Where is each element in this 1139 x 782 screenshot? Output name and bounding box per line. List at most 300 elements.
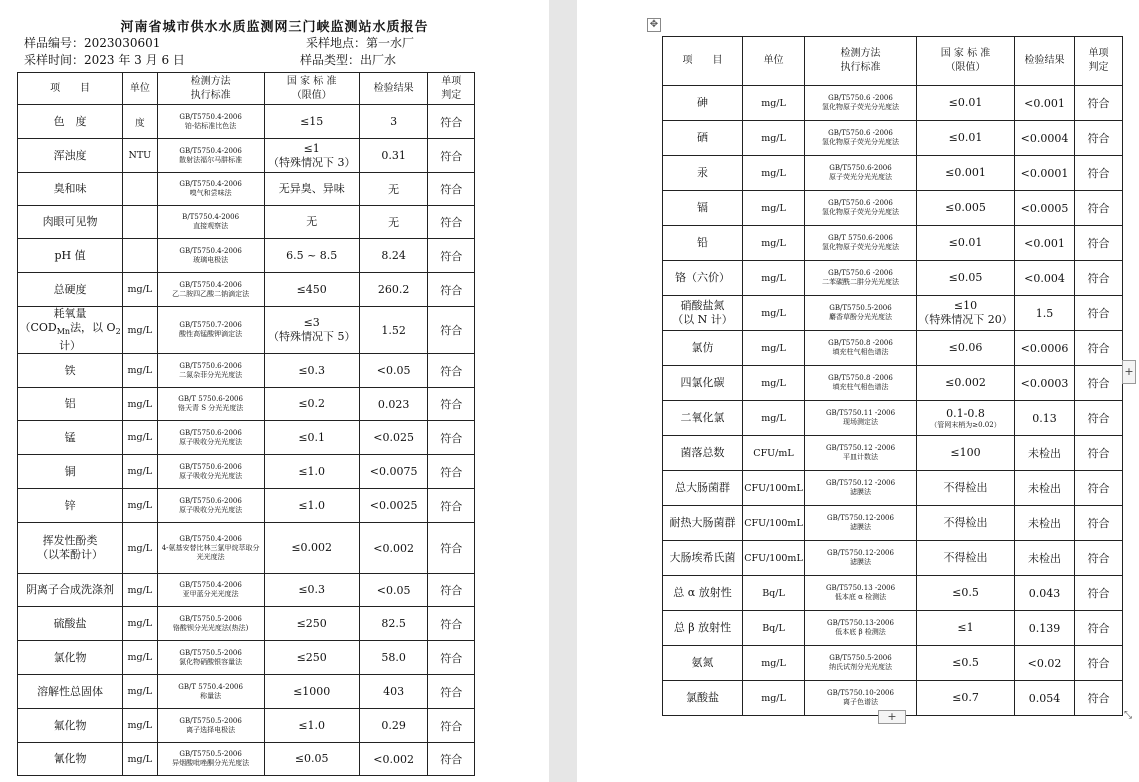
- unit-cell[interactable]: mg/L: [743, 401, 805, 436]
- result-cell[interactable]: 0.054: [1015, 681, 1075, 716]
- limit-cell[interactable]: [917, 541, 1015, 576]
- limit-cell[interactable]: [917, 296, 1015, 331]
- method-cell[interactable]: [157, 523, 264, 574]
- limit-cell[interactable]: [917, 436, 1015, 471]
- sample-number: [24, 34, 160, 51]
- result-cell[interactable]: 0.13: [1015, 401, 1075, 436]
- method-cell[interactable]: [157, 273, 264, 307]
- limit-cell[interactable]: [264, 307, 359, 354]
- table-row: [18, 574, 475, 607]
- item-cell[interactable]: [18, 574, 123, 607]
- sample-site-label: 采样地点：: [306, 36, 367, 50]
- result-cell[interactable]: 未检出: [1015, 471, 1075, 506]
- limit-value: ≤250: [296, 650, 327, 664]
- unit-cell[interactable]: mg/L: [743, 121, 805, 156]
- unit-cell[interactable]: mg/L: [123, 743, 157, 776]
- judgement-cell[interactable]: 符合: [428, 523, 475, 574]
- limit-cell[interactable]: [264, 173, 359, 206]
- judgement-cell[interactable]: 符合: [428, 206, 475, 239]
- item-name: 氟化物: [53, 718, 87, 732]
- item-name: 总硬度: [53, 282, 87, 296]
- item-name: 镉: [697, 201, 708, 214]
- method-name: 纳氏试剂分光光度法: [829, 663, 892, 671]
- unit-cell[interactable]: mg/L: [123, 641, 157, 675]
- method-standard: GB/T5750.5-2006: [829, 654, 892, 662]
- item-cell[interactable]: [663, 401, 743, 436]
- header-limit-line-2: （限值）: [945, 62, 986, 73]
- judgement-cell[interactable]: 符合: [428, 173, 475, 206]
- item-cell[interactable]: [663, 646, 743, 681]
- method-standard: GB/T5750.6-2006: [179, 462, 242, 471]
- judgement-cell[interactable]: 符合: [428, 641, 475, 675]
- item-cell[interactable]: [663, 121, 743, 156]
- item-name: 铬（六价）: [675, 271, 730, 284]
- judgement-cell[interactable]: 符合: [1075, 261, 1123, 296]
- result-cell[interactable]: <0.0004: [1015, 121, 1075, 156]
- unit-cell[interactable]: mg/L: [123, 307, 157, 354]
- unit-cell[interactable]: mg/L: [123, 273, 157, 307]
- method-standard: GB/T5750.5-2006: [179, 648, 242, 657]
- item-cell[interactable]: [18, 173, 123, 206]
- method-cell[interactable]: [157, 206, 264, 239]
- unit-cell[interactable]: mg/L: [123, 388, 157, 421]
- table-resize-handle-icon[interactable]: ⤡: [1124, 710, 1132, 721]
- method-cell[interactable]: [157, 455, 264, 489]
- unit-cell[interactable]: 度: [123, 105, 157, 139]
- judgement-cell[interactable]: 符合: [1075, 331, 1123, 366]
- result-cell[interactable]: <0.0006: [1015, 331, 1075, 366]
- limit-cell[interactable]: [264, 388, 359, 421]
- unit-cell[interactable]: mg/L: [743, 331, 805, 366]
- item-name-tail: 法，以 O: [70, 321, 116, 334]
- result-cell[interactable]: 无: [359, 206, 428, 239]
- water-quality-table-right[interactable]: [662, 36, 1123, 716]
- limit-value: ≤0.002: [945, 376, 986, 389]
- limit-cell[interactable]: [264, 675, 359, 709]
- judgement-cell[interactable]: 符合: [1075, 86, 1123, 121]
- item-cell[interactable]: [18, 206, 123, 239]
- method-name: 氢化物原子荧光分光度法: [822, 138, 899, 146]
- method-standard: GB/T 5750.4-2006: [178, 682, 243, 691]
- judgement-cell[interactable]: 符合: [1075, 226, 1123, 261]
- limit-cell[interactable]: [264, 206, 359, 239]
- limit-value: ≤0.1: [298, 430, 326, 444]
- method-cell[interactable]: [157, 239, 264, 273]
- result-cell[interactable]: 0.31: [359, 139, 428, 173]
- judgement-cell[interactable]: 符合: [1075, 121, 1123, 156]
- judgement-cell[interactable]: 符合: [428, 607, 475, 641]
- judgement-cell[interactable]: 符合: [1075, 681, 1123, 716]
- limit-cell[interactable]: [917, 506, 1015, 541]
- item-name: 氨氮: [691, 656, 714, 669]
- item-cell[interactable]: [18, 675, 123, 709]
- method-name: 玻璃电极法: [193, 255, 229, 264]
- limit-cell[interactable]: [264, 574, 359, 607]
- limit-cell[interactable]: [264, 105, 359, 139]
- unit-cell[interactable]: mg/L: [743, 261, 805, 296]
- method-cell[interactable]: [157, 388, 264, 421]
- method-name: 铬天青 S 分光光度法: [177, 404, 244, 413]
- unit-cell[interactable]: mg/L: [123, 354, 157, 388]
- item-cell[interactable]: [18, 421, 123, 455]
- document-page-right: [577, 0, 1139, 782]
- method-cell[interactable]: [157, 675, 264, 709]
- method-cell[interactable]: [157, 307, 264, 354]
- judgement-cell[interactable]: 符合: [428, 455, 475, 489]
- method-cell[interactable]: [157, 354, 264, 388]
- method-name: 氯化物硝酸银容量法: [179, 657, 243, 666]
- water-quality-table-left[interactable]: [17, 72, 475, 776]
- result-cell[interactable]: 未检出: [1015, 541, 1075, 576]
- unit-cell[interactable]: mg/L: [743, 86, 805, 121]
- result-cell[interactable]: 0.139: [1015, 611, 1075, 646]
- result-cell[interactable]: 3: [359, 105, 428, 139]
- item-cell[interactable]: [663, 86, 743, 121]
- method-cell[interactable]: [805, 226, 917, 261]
- header-unit-line-1: 单位: [763, 55, 784, 66]
- judgement-cell[interactable]: 符合: [428, 421, 475, 455]
- method-cell[interactable]: [805, 86, 917, 121]
- result-cell[interactable]: <0.002: [359, 523, 428, 574]
- unit-cell[interactable]: mg/L: [123, 607, 157, 641]
- item-cell[interactable]: [663, 436, 743, 471]
- method-cell[interactable]: [157, 709, 264, 743]
- unit-cell[interactable]: mg/L: [743, 646, 805, 681]
- unit-cell[interactable]: mg/L: [123, 489, 157, 523]
- item-name: 铜: [64, 464, 76, 478]
- judgement-cell[interactable]: 符合: [428, 239, 475, 273]
- item-cell[interactable]: [663, 681, 743, 716]
- unit-cell[interactable]: mg/L: [123, 709, 157, 743]
- judgement-cell[interactable]: 符合: [1075, 506, 1123, 541]
- limit-value: ≤0.05: [294, 752, 329, 766]
- limit-cell[interactable]: [264, 489, 359, 523]
- limit-cell[interactable]: [917, 331, 1015, 366]
- limit-cell[interactable]: [264, 139, 359, 173]
- item-name: 菌落总数: [680, 446, 725, 459]
- unit-cell[interactable]: [123, 206, 157, 239]
- item-cell[interactable]: [663, 296, 743, 331]
- method-cell[interactable]: [805, 296, 917, 331]
- method-cell[interactable]: [157, 607, 264, 641]
- unit-cell[interactable]: mg/L: [743, 156, 805, 191]
- result-cell[interactable]: 未检出: [1015, 436, 1075, 471]
- item-name: 氰化物: [53, 752, 87, 766]
- item-cell[interactable]: [18, 743, 123, 776]
- method-cell[interactable]: [805, 331, 917, 366]
- judgement-cell[interactable]: 符合: [1075, 191, 1123, 226]
- result-cell[interactable]: <0.05: [359, 354, 428, 388]
- limit-cell[interactable]: [264, 273, 359, 307]
- table-row: [663, 86, 1123, 121]
- item-name: 浑浊度: [53, 148, 87, 162]
- method-cell[interactable]: [805, 646, 917, 681]
- unit-cell[interactable]: mg/L: [123, 455, 157, 489]
- judgement-cell[interactable]: 符合: [428, 354, 475, 388]
- limit-cell[interactable]: [917, 681, 1015, 716]
- method-cell[interactable]: [157, 743, 264, 776]
- item-cell[interactable]: [18, 489, 123, 523]
- unit-cell[interactable]: CFU/100mL: [743, 541, 805, 576]
- item-name: 铝: [64, 397, 76, 411]
- result-cell[interactable]: 0.023: [359, 388, 428, 421]
- item-cell[interactable]: [663, 541, 743, 576]
- item-cell[interactable]: [18, 139, 123, 173]
- unit-cell[interactable]: mg/L: [743, 191, 805, 226]
- result-cell[interactable]: 无: [359, 173, 428, 206]
- judgement-cell[interactable]: 符合: [428, 743, 475, 776]
- item-cell[interactable]: [18, 709, 123, 743]
- method-standard: GB/T5750.6-2006: [179, 361, 242, 370]
- header-judgement-line-2: 判定: [1088, 62, 1109, 73]
- limit-value: 不得检出: [943, 516, 988, 529]
- method-name: 乙二胺四乙酸二钠滴定法: [172, 289, 250, 298]
- limit-cell[interactable]: [917, 121, 1015, 156]
- method-standard: GB/T5750.12-2006: [827, 549, 894, 557]
- limit-cell[interactable]: [917, 576, 1015, 611]
- judgement-cell[interactable]: 符合: [428, 675, 475, 709]
- item-cell[interactable]: [663, 261, 743, 296]
- add-column-button[interactable]: +: [1122, 360, 1136, 384]
- limit-cell[interactable]: [917, 156, 1015, 191]
- judgement-cell[interactable]: 符合: [428, 307, 475, 354]
- limit-cell[interactable]: [917, 191, 1015, 226]
- header-result: [1015, 37, 1075, 86]
- judgement-cell[interactable]: 符合: [1075, 401, 1123, 436]
- unit-cell[interactable]: mg/L: [743, 226, 805, 261]
- table-row: [663, 611, 1123, 646]
- result-cell[interactable]: <0.02: [1015, 646, 1075, 681]
- limit-cell[interactable]: [264, 421, 359, 455]
- judgement-cell[interactable]: 符合: [1075, 576, 1123, 611]
- limit-value: ≤0.01: [948, 96, 983, 109]
- result-cell[interactable]: <0.0025: [359, 489, 428, 523]
- limit-cell[interactable]: [264, 607, 359, 641]
- item-cell[interactable]: [663, 331, 743, 366]
- header-limit-line-1: 国 家 标 准: [940, 48, 991, 59]
- result-cell[interactable]: <0.05: [359, 574, 428, 607]
- judgement-cell[interactable]: 符合: [1075, 646, 1123, 681]
- method-cell[interactable]: [805, 576, 917, 611]
- method-cell[interactable]: [805, 156, 917, 191]
- method-cell[interactable]: [805, 541, 917, 576]
- judgement-cell[interactable]: 符合: [428, 273, 475, 307]
- limit-value: ≤0.005: [945, 201, 986, 214]
- method-standard: GB/T5750.6 -2006: [828, 129, 893, 137]
- limit-cell[interactable]: [264, 455, 359, 489]
- limit-cell[interactable]: [917, 226, 1015, 261]
- header-unit: [743, 37, 805, 86]
- item-cell[interactable]: [18, 523, 123, 574]
- limit-cell[interactable]: [917, 401, 1015, 436]
- unit-cell[interactable]: [123, 173, 157, 206]
- unit-cell[interactable]: mg/L: [743, 681, 805, 716]
- method-cell[interactable]: [805, 401, 917, 436]
- method-cell[interactable]: [157, 641, 264, 675]
- item-cell[interactable]: [663, 576, 743, 611]
- header-unit: [123, 73, 157, 105]
- item-cell[interactable]: [663, 506, 743, 541]
- result-cell[interactable]: 8.24: [359, 239, 428, 273]
- method-cell[interactable]: [157, 574, 264, 607]
- limit-value: ≤1000: [293, 684, 331, 698]
- item-cell[interactable]: [18, 105, 123, 139]
- item-cell[interactable]: [18, 388, 123, 421]
- method-name: 二苯碳酰二肼分光光度法: [822, 278, 899, 286]
- method-cell[interactable]: [805, 366, 917, 401]
- item-cell[interactable]: [663, 366, 743, 401]
- item-cell[interactable]: [18, 607, 123, 641]
- item-cell[interactable]: [663, 156, 743, 191]
- result-cell[interactable]: 未检出: [1015, 506, 1075, 541]
- table-row: [18, 709, 475, 743]
- item-cell[interactable]: [663, 191, 743, 226]
- judgement-cell[interactable]: 符合: [1075, 611, 1123, 646]
- limit-cell[interactable]: [264, 354, 359, 388]
- result-cell[interactable]: <0.0005: [1015, 191, 1075, 226]
- method-cell[interactable]: [805, 611, 917, 646]
- unit-cell[interactable]: NTU: [123, 139, 157, 173]
- item-cell[interactable]: [663, 226, 743, 261]
- method-cell[interactable]: [805, 121, 917, 156]
- header-result: [359, 73, 428, 105]
- unit-cell[interactable]: Bq/L: [743, 611, 805, 646]
- result-cell[interactable]: 82.5: [359, 607, 428, 641]
- limit-cell[interactable]: [917, 261, 1015, 296]
- item-name: 锌: [64, 498, 76, 512]
- result-cell[interactable]: 260.2: [359, 273, 428, 307]
- unit-cell[interactable]: mg/L: [123, 574, 157, 607]
- unit-cell[interactable]: mg/L: [743, 296, 805, 331]
- header-limit: [264, 73, 359, 105]
- judgement-cell[interactable]: 符合: [428, 139, 475, 173]
- header-method-line-2: 执行标准: [190, 89, 231, 101]
- unit-cell[interactable]: CFU/mL: [743, 436, 805, 471]
- unit-cell[interactable]: mg/L: [123, 675, 157, 709]
- method-cell[interactable]: [157, 105, 264, 139]
- judgement-cell[interactable]: 符合: [1075, 156, 1123, 191]
- item-cell[interactable]: [18, 273, 123, 307]
- judgement-cell[interactable]: 符合: [1075, 471, 1123, 506]
- method-cell[interactable]: [157, 139, 264, 173]
- item-cell[interactable]: [663, 471, 743, 506]
- judgement-cell[interactable]: 符合: [1075, 366, 1123, 401]
- item-cell[interactable]: [18, 354, 123, 388]
- table-row: [663, 226, 1123, 261]
- sample-type-value: 出厂水: [360, 53, 397, 67]
- method-cell[interactable]: [805, 436, 917, 471]
- limit-cell[interactable]: [264, 523, 359, 574]
- result-cell[interactable]: 0.29: [359, 709, 428, 743]
- table-row: [18, 139, 475, 173]
- unit-cell[interactable]: mg/L: [123, 421, 157, 455]
- unit-cell[interactable]: CFU/100mL: [743, 471, 805, 506]
- judgement-cell[interactable]: 符合: [428, 489, 475, 523]
- limit-cell[interactable]: [264, 641, 359, 675]
- judgement-cell[interactable]: 符合: [1075, 296, 1123, 331]
- limit-cell[interactable]: [917, 86, 1015, 121]
- method-name: 4-氨基安替比林三氯甲烷萃取分光光度法: [161, 543, 260, 561]
- limit-value: ≤10 （特殊情况下 20）: [918, 299, 1013, 326]
- result-cell[interactable]: <0.0003: [1015, 366, 1075, 401]
- judgement-cell[interactable]: 符合: [428, 105, 475, 139]
- limit-cell[interactable]: [917, 471, 1015, 506]
- result-cell[interactable]: <0.001: [1015, 86, 1075, 121]
- limit-value: ≤1: [957, 621, 974, 634]
- limit-cell[interactable]: [264, 743, 359, 776]
- item-name: 色 度: [53, 114, 87, 128]
- method-standard: GB/T5750.12 -2006: [825, 479, 896, 487]
- add-row-button[interactable]: +: [878, 710, 906, 724]
- method-cell[interactable]: [805, 261, 917, 296]
- method-standard: GB/T5750.10-2006: [827, 689, 894, 697]
- unit-cell[interactable]: CFU/100mL: [743, 506, 805, 541]
- result-cell[interactable]: 0.043: [1015, 576, 1075, 611]
- unit-cell[interactable]: mg/L: [123, 523, 157, 574]
- judgement-cell[interactable]: 符合: [428, 709, 475, 743]
- item-cell[interactable]: [18, 641, 123, 675]
- result-cell[interactable]: <0.004: [1015, 261, 1075, 296]
- judgement-cell[interactable]: 符合: [428, 388, 475, 421]
- result-cell[interactable]: <0.002: [359, 743, 428, 776]
- unit-cell[interactable]: Bq/L: [743, 576, 805, 611]
- result-cell[interactable]: 403: [359, 675, 428, 709]
- method-cell[interactable]: [805, 191, 917, 226]
- result-cell[interactable]: <0.025: [359, 421, 428, 455]
- method-cell[interactable]: [805, 471, 917, 506]
- judgement-cell[interactable]: 符合: [1075, 541, 1123, 576]
- unit-cell[interactable]: mg/L: [743, 366, 805, 401]
- item-name: pH 值: [54, 248, 86, 262]
- limit-value: ≤0.5: [952, 586, 979, 599]
- result-cell[interactable]: 58.0: [359, 641, 428, 675]
- judgement-cell[interactable]: 符合: [1075, 436, 1123, 471]
- item-cell[interactable]: [663, 611, 743, 646]
- method-standard: GB/T5750.4-2006: [179, 280, 242, 289]
- limit-cell[interactable]: [917, 366, 1015, 401]
- header-limit-line-1: 国 家 标 准: [286, 75, 337, 87]
- limit-cell[interactable]: [264, 709, 359, 743]
- item-cell[interactable]: [18, 455, 123, 489]
- limit-cell[interactable]: [917, 646, 1015, 681]
- result-cell[interactable]: <0.001: [1015, 226, 1075, 261]
- result-cell[interactable]: 1.5: [1015, 296, 1075, 331]
- header-limit: [917, 37, 1015, 86]
- limit-cell[interactable]: [264, 239, 359, 273]
- limit-cell[interactable]: [917, 611, 1015, 646]
- result-cell[interactable]: 1.52: [359, 307, 428, 354]
- result-cell[interactable]: <0.0001: [1015, 156, 1075, 191]
- item-cell[interactable]: [18, 307, 123, 354]
- table-row: [18, 523, 475, 574]
- item-cell[interactable]: [18, 239, 123, 273]
- method-standard: GB/T5750.6 -2006: [828, 94, 893, 102]
- method-cell[interactable]: [157, 421, 264, 455]
- unit-cell[interactable]: [123, 239, 157, 273]
- method-name: 二氮杂菲分光光度法: [179, 370, 243, 379]
- method-cell[interactable]: [157, 489, 264, 523]
- method-standard: GB/T5750.4-2006: [179, 534, 242, 543]
- result-cell[interactable]: <0.0075: [359, 455, 428, 489]
- method-cell[interactable]: [157, 173, 264, 206]
- method-name: 离子选择电极法: [186, 725, 236, 734]
- method-name: 滤膜法: [850, 523, 871, 531]
- judgement-cell[interactable]: 符合: [428, 574, 475, 607]
- method-cell[interactable]: [805, 506, 917, 541]
- table-row: [663, 121, 1123, 156]
- table-move-handle-icon[interactable]: ✥: [647, 18, 661, 32]
- header-result-line-1: 检验结果: [1024, 55, 1065, 66]
